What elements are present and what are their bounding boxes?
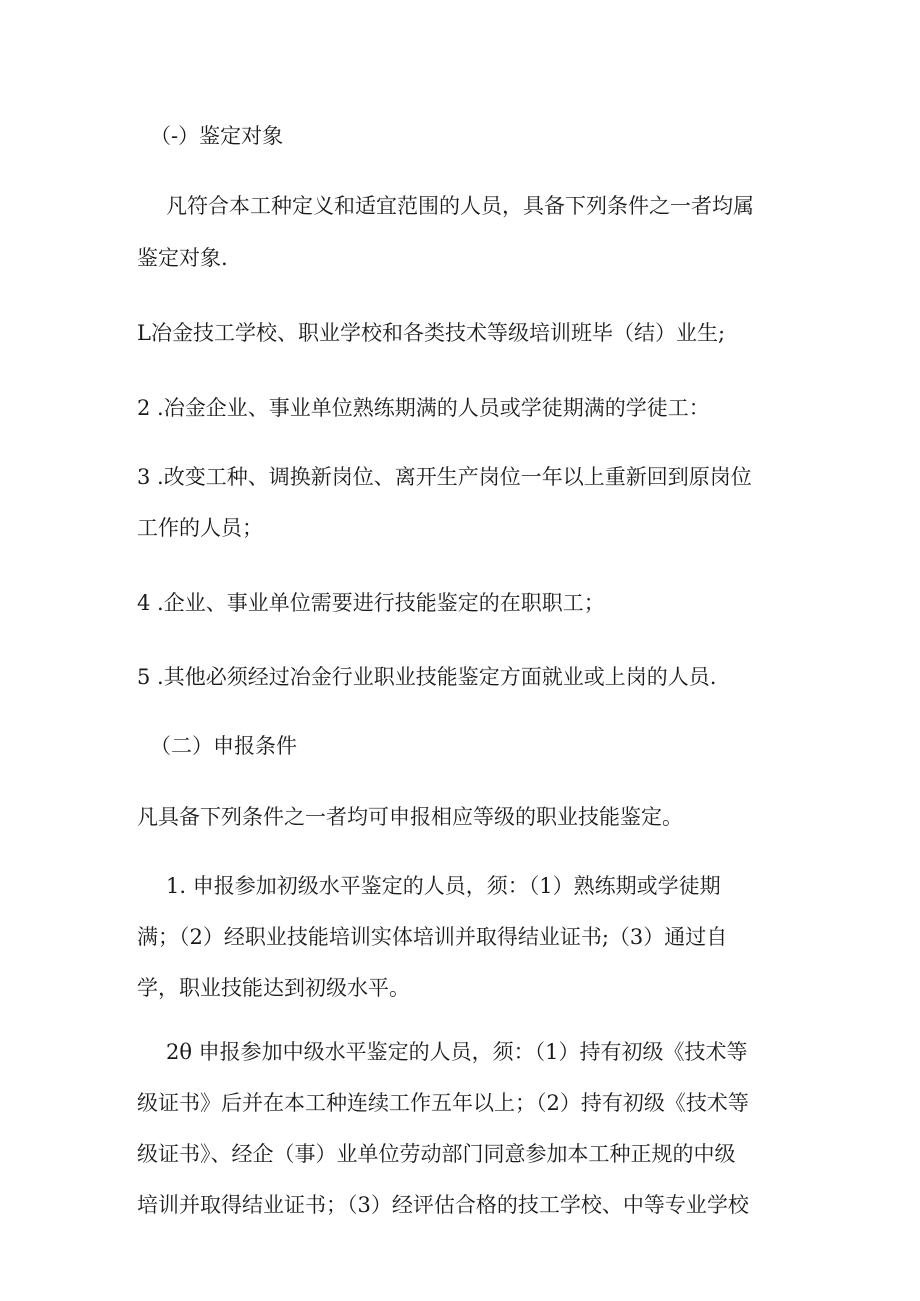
list-item-2: 2 .冶金企业、事业单位熟练期满的人员或学徒期满的学徒工： [137,396,710,420]
condition-2-line: 级证书》后并在本工种连续工作五年以上；（2）持有初级《技术等 [137,1091,749,1115]
condition-2-line: 级证书》、经企（事）业单位劳动部门同意参加本工种正规的中级 [137,1142,736,1166]
section-heading-1: （-）鉴定对象 [150,124,284,148]
list-item-4: 4 .企业、事业单位需要进行技能鉴定的在职职工； [137,591,605,615]
list-item-3-cont: 工作的人员； [137,516,263,540]
condition-2-line: 培训并取得结业证书；（3）经评估合格的技工学校、中等专业学校 [137,1193,749,1217]
section-heading-2: （二）申报条件 [150,734,297,758]
paragraph-line: 凡具备下列条件之一者均可申报相应等级的职业技能鉴定。 [137,805,683,829]
paragraph-line: 鉴定对象. [137,246,228,270]
paragraph-line: 凡符合本工种定义和适宜范围的人员，具备下列条件之一者均属 [166,194,754,218]
condition-2-line: 2θ 申报参加中级水平鉴定的人员，须：（1）持有初级《技术等 [166,1040,748,1064]
condition-1-line: 1. 申报参加初级水平鉴定的人员，须：（1）熟练期或学徒期 [166,874,721,898]
condition-1-line: 满；（2）经职业技能培训实体培训并取得结业证书;（3）通过自 [137,925,728,949]
list-item-5: 5 .其他必须经过冶金行业职业技能鉴定方面就业或上岗的人员. [137,665,717,689]
list-item-1: L冶金技工学校、职业学校和各类技术等级培训班毕（结）业生; [137,321,726,345]
condition-1-line: 学，职业技能达到初级水平。 [137,976,410,1000]
list-item-3: 3 .改变工种、调换新岗位、离开生产岗位一年以上重新回到原岗位 [137,465,752,489]
